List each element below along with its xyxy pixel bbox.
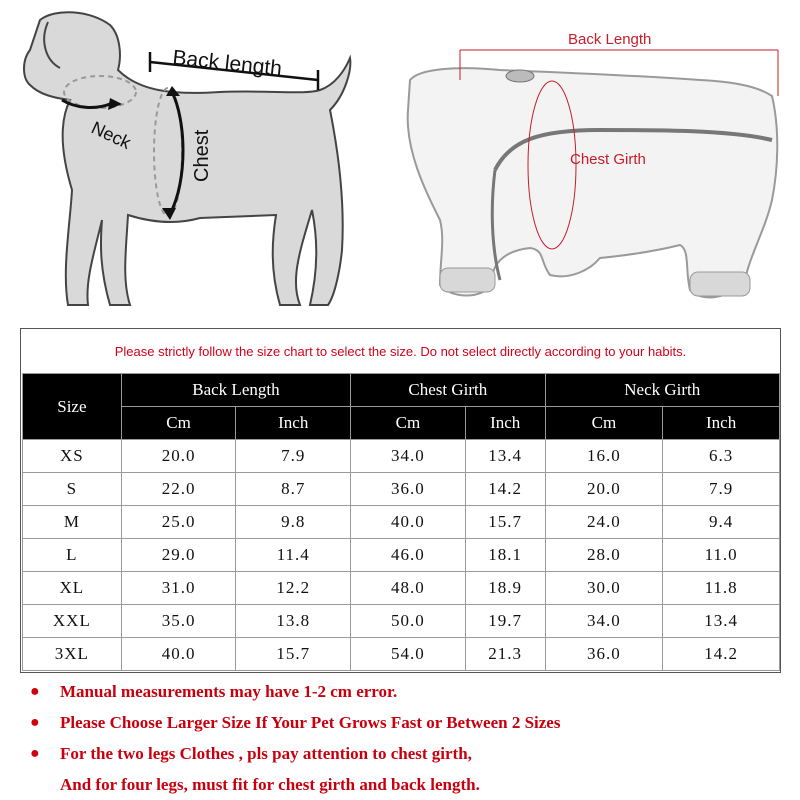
value-cell: 22.0 [121, 473, 236, 506]
value-cell: 18.9 [465, 572, 545, 605]
back-length-label: Back length [171, 46, 284, 81]
size-cell: XS [23, 440, 122, 473]
note-text: For the two legs Clothes , pls pay attention to chest girth, [60, 743, 472, 763]
size-cell: M [23, 506, 122, 539]
unit-header: Inch [236, 407, 351, 440]
value-cell: 21.3 [465, 638, 545, 671]
table-row [23, 638, 780, 671]
value-cell: 34.0 [545, 605, 663, 638]
value-cell: 20.0 [545, 473, 663, 506]
unit-header: Inch [663, 407, 780, 440]
note-text: And for four legs, must fit for chest girth and back length. [60, 774, 480, 794]
value-cell: 54.0 [351, 638, 466, 671]
illustration-area [0, 0, 800, 320]
value-cell: 14.2 [465, 473, 545, 506]
unit-header: Cm [545, 407, 663, 440]
value-cell: 7.9 [663, 473, 780, 506]
dog-measurement-diagram [0, 0, 400, 320]
value-cell: 36.0 [545, 638, 663, 671]
unit-header: Inch [465, 407, 545, 440]
value-cell: 7.9 [236, 440, 351, 473]
unit-header: Cm [121, 407, 236, 440]
suit-cuff-back [690, 272, 750, 296]
value-cell: 20.0 [121, 440, 236, 473]
chest-girth-header: Chest Girth [351, 374, 545, 407]
size-cell: 3XL [23, 638, 122, 671]
note-item [30, 707, 790, 738]
size-cell: XL [23, 572, 122, 605]
suit-back-length-label: Back Length [568, 31, 652, 48]
size-cell: XXL [23, 605, 122, 638]
size-column-header: Size [23, 374, 122, 440]
value-cell: 15.7 [236, 638, 351, 671]
note-text: Manual measurements may have 1-2 cm error. [60, 681, 398, 701]
table-header-units [23, 407, 780, 440]
bullet-icon: ● [30, 713, 40, 731]
table-row [23, 506, 780, 539]
suit-outline [408, 68, 778, 297]
note-item [30, 738, 790, 769]
neck-label: Neck [88, 117, 134, 153]
table-row [23, 473, 780, 506]
value-cell: 29.0 [121, 539, 236, 572]
size-chart [20, 328, 781, 673]
value-cell: 46.0 [351, 539, 466, 572]
value-cell: 9.8 [236, 506, 351, 539]
note-item [30, 676, 790, 707]
value-cell: 16.0 [545, 440, 663, 473]
table-row [23, 605, 780, 638]
chest-label: Chest [191, 129, 213, 182]
bullet-icon: ● [30, 744, 40, 762]
value-cell: 12.2 [236, 572, 351, 605]
suit-chest-girth-label: Chest Girth [570, 151, 646, 168]
value-cell: 50.0 [351, 605, 466, 638]
value-cell: 28.0 [545, 539, 663, 572]
value-cell: 6.3 [663, 440, 780, 473]
value-cell: 11.0 [663, 539, 780, 572]
value-cell: 18.1 [465, 539, 545, 572]
bullet-icon: ● [30, 682, 40, 700]
value-cell: 40.0 [351, 506, 466, 539]
note-continuation [30, 769, 790, 800]
table-row [23, 539, 780, 572]
size-notes [30, 676, 790, 800]
value-cell: 8.7 [236, 473, 351, 506]
value-cell: 9.4 [663, 506, 780, 539]
size-notice: Please strictly follow the size chart to select the size. Do not select directly according to your habits. [114, 343, 687, 359]
table-row [23, 572, 780, 605]
note-text: Please Choose Larger Size If Your Pet Grows Fast or Between 2 Sizes [60, 712, 561, 732]
value-cell: 30.0 [545, 572, 663, 605]
value-cell: 48.0 [351, 572, 466, 605]
value-cell: 13.8 [236, 605, 351, 638]
suit-measurement-diagram [400, 0, 800, 320]
suit-tag [506, 70, 534, 82]
value-cell: 11.8 [663, 572, 780, 605]
value-cell: 35.0 [121, 605, 236, 638]
value-cell: 14.2 [663, 638, 780, 671]
size-cell: S [23, 473, 122, 506]
table-header-groups [23, 374, 780, 407]
table-row [23, 440, 780, 473]
back-length-header: Back Length [121, 374, 350, 407]
size-cell: L [23, 539, 122, 572]
value-cell: 19.7 [465, 605, 545, 638]
neck-girth-header: Neck Girth [545, 374, 779, 407]
value-cell: 25.0 [121, 506, 236, 539]
value-cell: 15.7 [465, 506, 545, 539]
value-cell: 13.4 [465, 440, 545, 473]
unit-header: Cm [351, 407, 466, 440]
value-cell: 24.0 [545, 506, 663, 539]
value-cell: 34.0 [351, 440, 466, 473]
value-cell: 40.0 [121, 638, 236, 671]
value-cell: 31.0 [121, 572, 236, 605]
value-cell: 36.0 [351, 473, 466, 506]
suit-cuff-front [440, 268, 495, 292]
value-cell: 13.4 [663, 605, 780, 638]
size-table [22, 373, 780, 671]
value-cell: 11.4 [236, 539, 351, 572]
